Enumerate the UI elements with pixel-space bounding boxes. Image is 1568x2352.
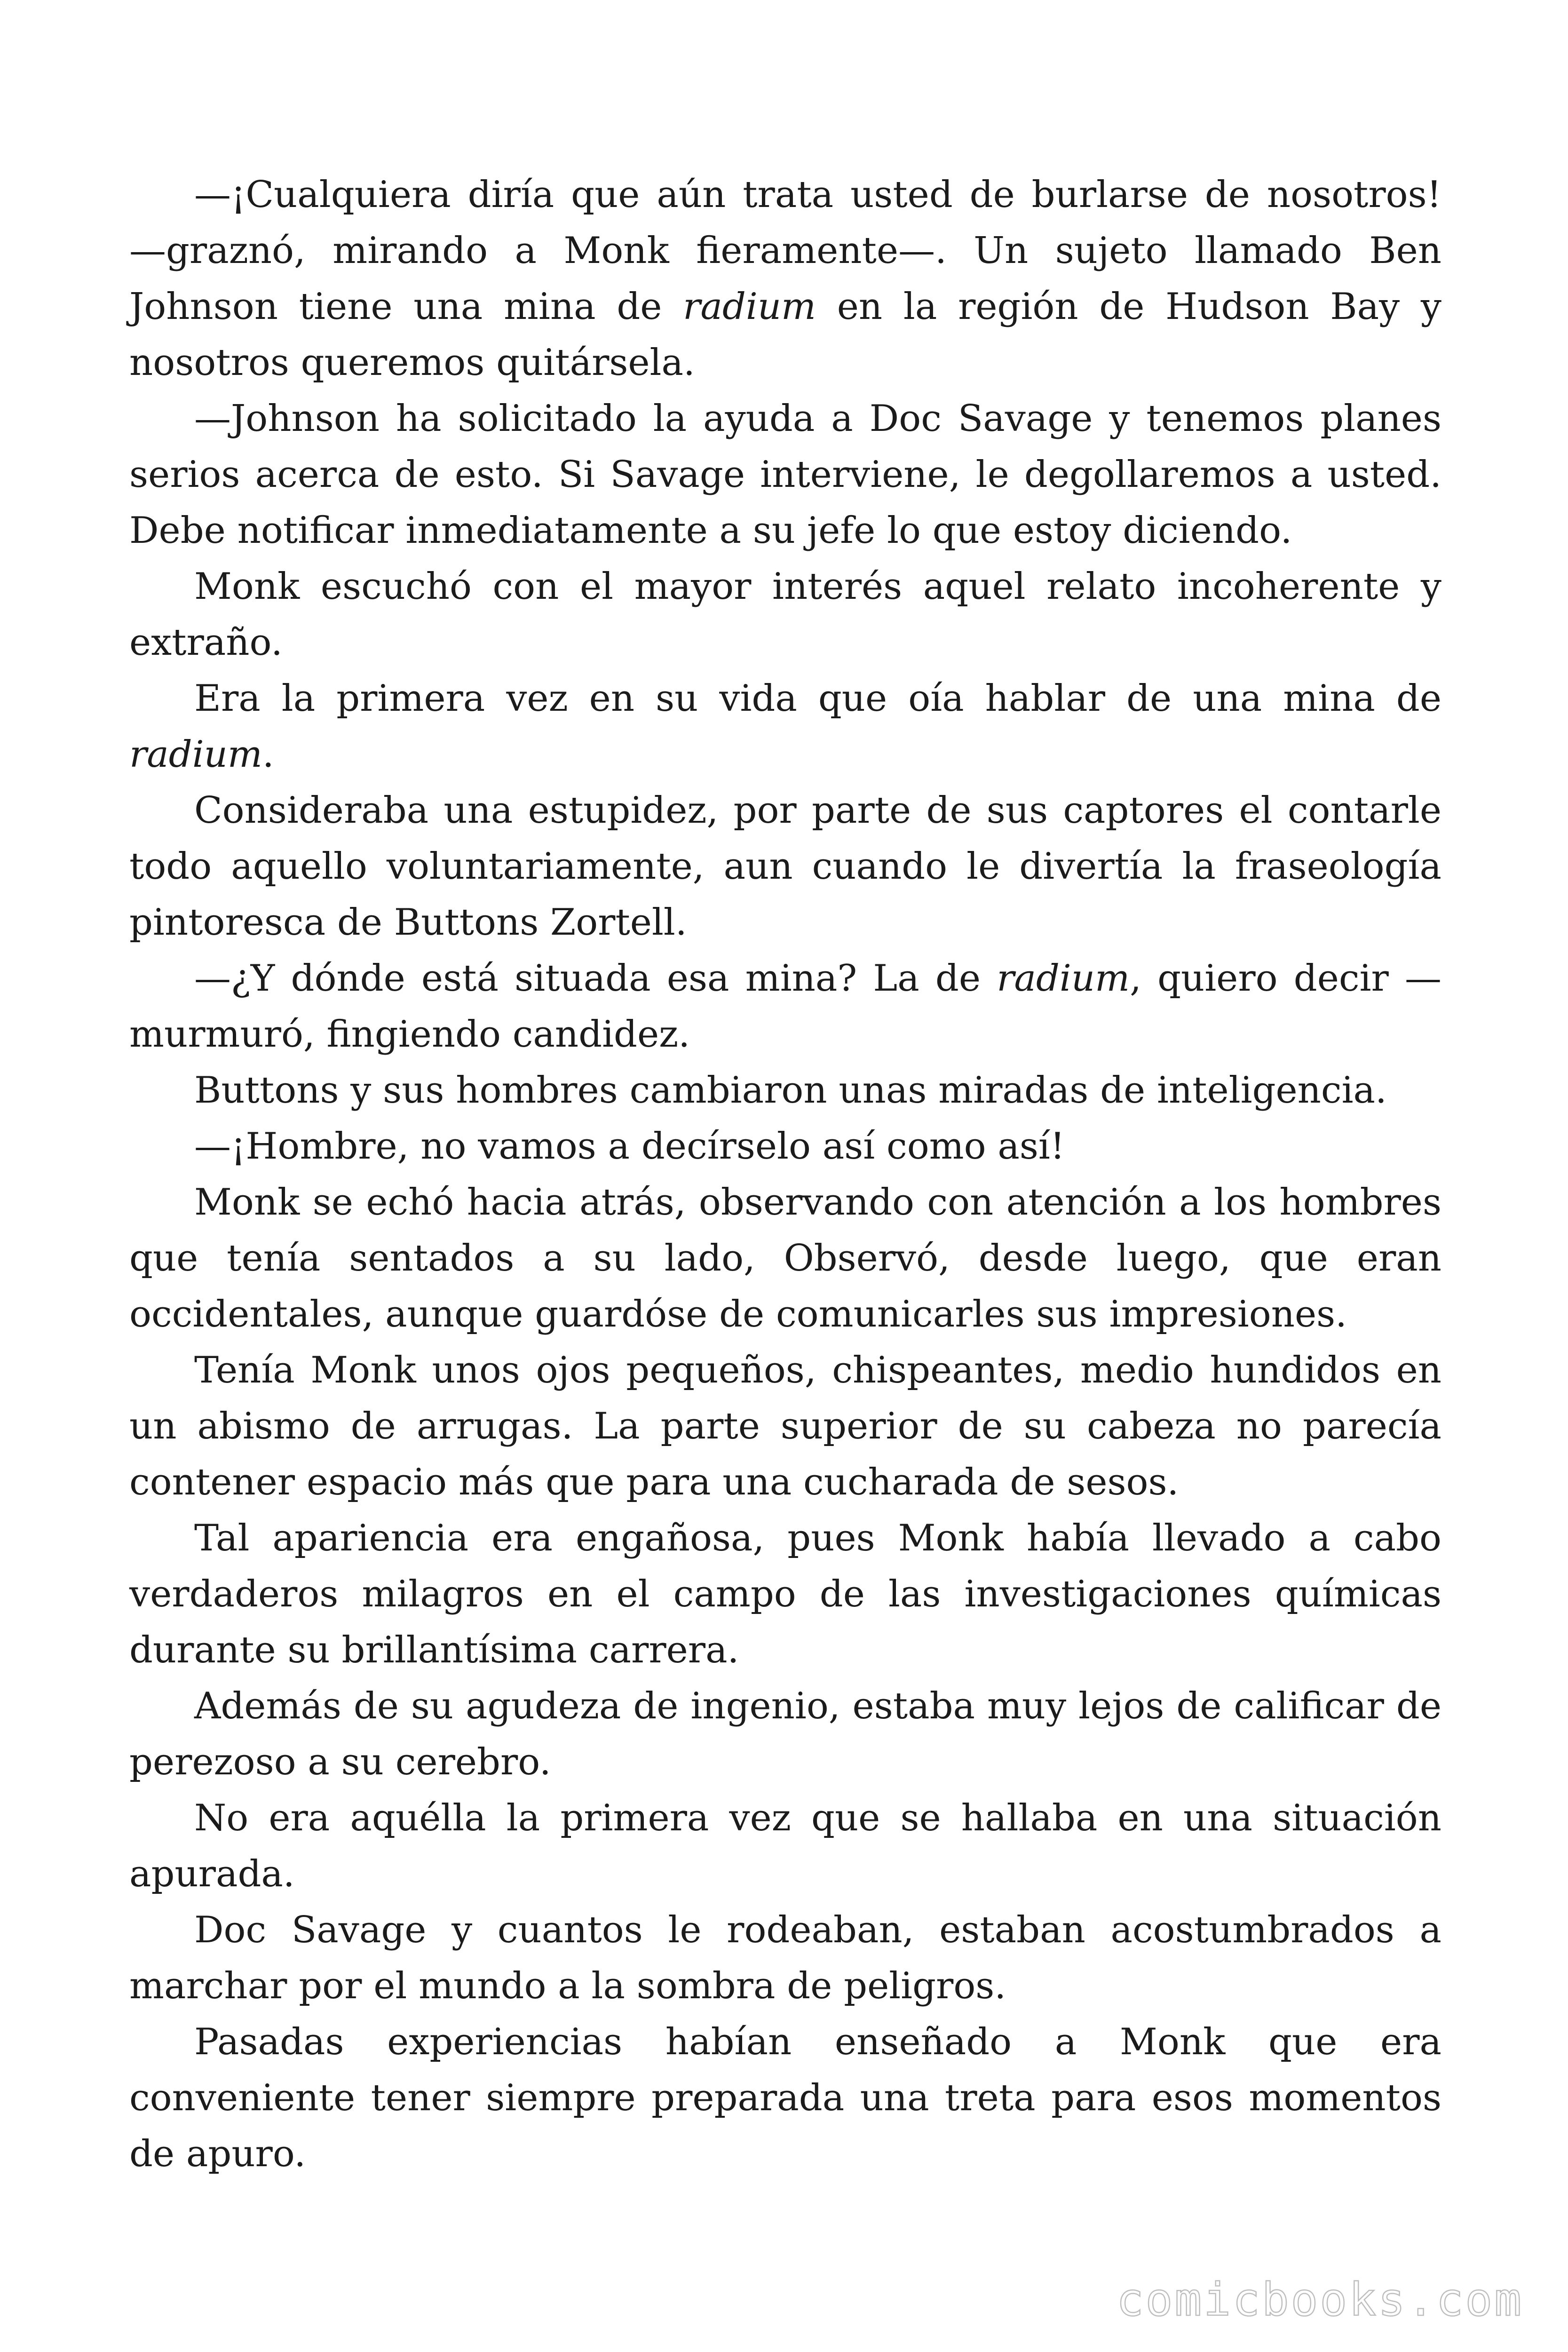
text-run: Monk escuchó con el mayor interés aquel relato incoherente y extraño. <box>129 565 1441 664</box>
text-run: Tal apariencia era engañosa, pues Monk había llevado a cabo verdaderos milagros en el campo de las investigaciones químicas durante su brillantísima carrera. <box>129 1517 1441 1671</box>
paragraph-5 <box>129 783 1441 951</box>
paragraph-11 <box>129 1510 1441 1678</box>
text-run: No era aquélla la primera vez que se hallaba en una situación apurada. <box>129 1797 1441 1895</box>
paragraph-13 <box>129 1790 1441 1902</box>
text-run: Tenía Monk unos ojos pequeños, chispeantes, medio hundidos en un abismo de arrugas. La parte superior de su cabeza no parecía contener espacio más que para una cucharada de sesos. <box>129 1349 1441 1503</box>
paragraph-7 <box>129 1063 1441 1119</box>
text-run: —¡Cualquiera diría que aún trata usted de burlarse de nosotros! —graznó, mirando a Monk fieramente—. Un sujeto llamado Ben Johnson tiene una mina de <box>129 174 1441 328</box>
text-run: en la región de Hudson Bay y nosotros queremos quitársela. <box>129 286 1441 384</box>
paragraph-2 <box>129 391 1441 559</box>
paragraph-4 <box>129 671 1441 783</box>
italic-word: radium <box>129 733 262 776</box>
paragraph-12 <box>129 1678 1441 1790</box>
text-run: Consideraba una estupidez, por parte de sus captores el contarle todo aquello voluntariamente, aun cuando le divertía la fraseología pintoresca de Buttons Zortell. <box>129 789 1441 944</box>
text-run: Buttons y sus hombres cambiaron unas miradas de inteligencia. <box>194 1069 1387 1112</box>
paragraph-3 <box>129 559 1441 671</box>
text-run: —Johnson ha solicitado la ayuda a Doc Savage y tenemos planes serios acerca de esto. Si Savage interviene, le degollaremos a usted. Debe notificar inmediatamente a su jefe lo que estoy diciendo. <box>129 397 1441 552</box>
text-run: , quiero decir —murmuró, fingiendo candidez. <box>129 957 1441 1056</box>
paragraph-1 <box>129 167 1441 391</box>
text-run: Era la primera vez en su vida que oía hablar de una mina de <box>194 677 1441 720</box>
text-run: —¡Hombre, no vamos a decírselo así como así! <box>194 1125 1065 1168</box>
paragraph-6 <box>129 951 1441 1063</box>
text-run: —¿Y dónde está situada esa mina? La de <box>194 957 997 1000</box>
text-run: Doc Savage y cuantos le rodeaban, estaban acostumbrados a marchar por el mundo a la sombra de peligros. <box>129 1909 1441 2007</box>
paragraph-10 <box>129 1343 1441 1510</box>
text-run: Pasadas experiencias habían enseñado a Monk que era conveniente tener siempre preparada una treta para esos momentos de apuro. <box>129 2021 1441 2175</box>
watermark: comicbooks.com <box>1116 2273 1523 2326</box>
text-run: Monk se echó hacia atrás, observando con atención a los hombres que tenía sentados a su lado, Observó, desde luego, que eran occidentales, aunque guardóse de comunicarles sus impresiones. <box>129 1181 1441 1335</box>
paragraph-9 <box>129 1175 1441 1343</box>
text-run: Además de su agudeza de ingenio, estaba muy lejos de calificar de perezoso a su cerebro. <box>129 1685 1441 1783</box>
italic-word: radium <box>997 957 1130 1000</box>
paragraph-14 <box>129 1902 1441 2014</box>
book-page-text <box>129 167 1441 2182</box>
text-run: . <box>262 733 274 776</box>
italic-word: radium <box>683 286 816 328</box>
paragraph-8 <box>129 1119 1441 1175</box>
paragraph-15 <box>129 2014 1441 2182</box>
